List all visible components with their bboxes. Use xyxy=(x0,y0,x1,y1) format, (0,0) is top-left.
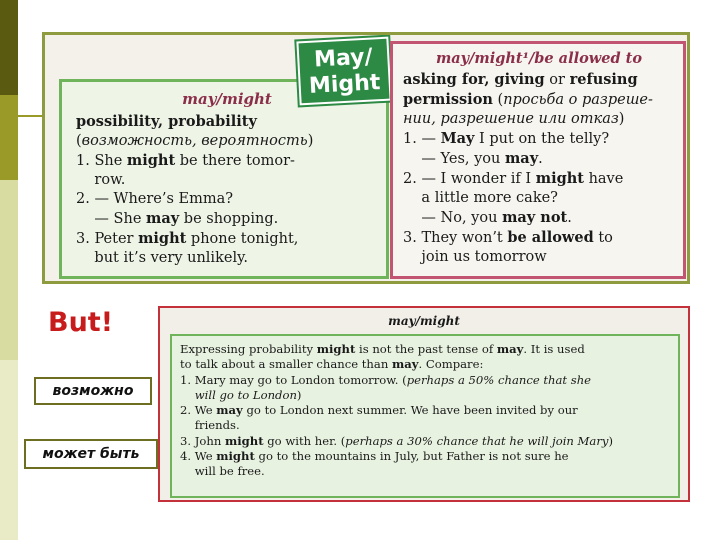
text-line: 3. They won’t be allowed to xyxy=(403,229,613,246)
text-line: — No, you may not. xyxy=(403,209,572,226)
text-line: 1. — May I put on the telly? xyxy=(403,130,610,147)
accent-block-light xyxy=(0,180,18,360)
permission-panel xyxy=(390,41,686,279)
accent-block-dark xyxy=(0,0,18,95)
text-line: possibility, probability xyxy=(76,113,257,130)
accent-block-pale xyxy=(0,360,18,540)
text-line: 3. John might go with her. (perhaps a 30% chance that he will join Mary) xyxy=(180,433,613,448)
text-line: 1. Mary may go to London tomorrow. (perhaps a 50% chance that she xyxy=(180,372,592,387)
permission-heading: may/might¹/be allowed to xyxy=(435,50,643,67)
text-line: (возможность, вероятность) xyxy=(76,133,314,149)
label-vozmozhno: возможно xyxy=(34,377,152,405)
label-mozhet-byt: может быть xyxy=(24,439,158,469)
but-label: But! xyxy=(48,307,114,338)
text-line: but it’s very unlikely. xyxy=(76,250,248,266)
text-line: to talk about a smaller chance than may. Compare: xyxy=(180,357,484,372)
text-line: 2. — Where’s Emma? xyxy=(76,191,234,207)
text-line: Expressing probability might is not the past tense of may. It is used xyxy=(180,342,585,356)
text-line: asking for, giving or refusing xyxy=(403,71,638,88)
text-line: will be free. xyxy=(180,464,265,479)
may-might-badge xyxy=(296,37,391,106)
text-line: will go to London) xyxy=(194,387,302,402)
permission-text xyxy=(403,70,675,267)
text-line: нии, разрешение или отказ) xyxy=(403,111,625,127)
badge-line-2: Might xyxy=(308,70,381,99)
text-line: 1. She might be there tomor- xyxy=(76,152,295,169)
text-line: 2. — I wonder if I might have xyxy=(403,170,624,187)
top-textbook-image xyxy=(42,32,690,284)
possibility-text xyxy=(76,112,378,268)
text-line: permission (просьба о разреше- xyxy=(403,91,653,108)
bottom-textbook-image xyxy=(158,306,690,502)
bottom-heading: may/might xyxy=(388,314,460,328)
probability-explanation-box xyxy=(170,334,680,498)
text-line: join us tomorrow xyxy=(403,249,547,265)
text-line: row. xyxy=(76,172,126,188)
probability-text xyxy=(180,342,670,480)
text-line: — Yes, you may. xyxy=(403,150,543,167)
text-line: 4. We might go to the mountains in July, but Father is not sure he xyxy=(180,449,569,464)
text-line: 3. Peter might phone tonight, xyxy=(76,230,299,247)
text-line: — She may be shopping. xyxy=(76,210,279,227)
text-line: a little more cake? xyxy=(403,190,558,206)
possibility-panel xyxy=(59,79,389,279)
text-line: 2. We may go to London next summer. We have been invited by our xyxy=(180,403,578,418)
possibility-heading: may/might xyxy=(182,90,272,108)
text-line: friends. xyxy=(180,418,240,433)
left-accent-bar xyxy=(0,0,18,540)
accent-block-olive xyxy=(0,95,18,180)
badge-line-1: May/ xyxy=(313,44,374,73)
